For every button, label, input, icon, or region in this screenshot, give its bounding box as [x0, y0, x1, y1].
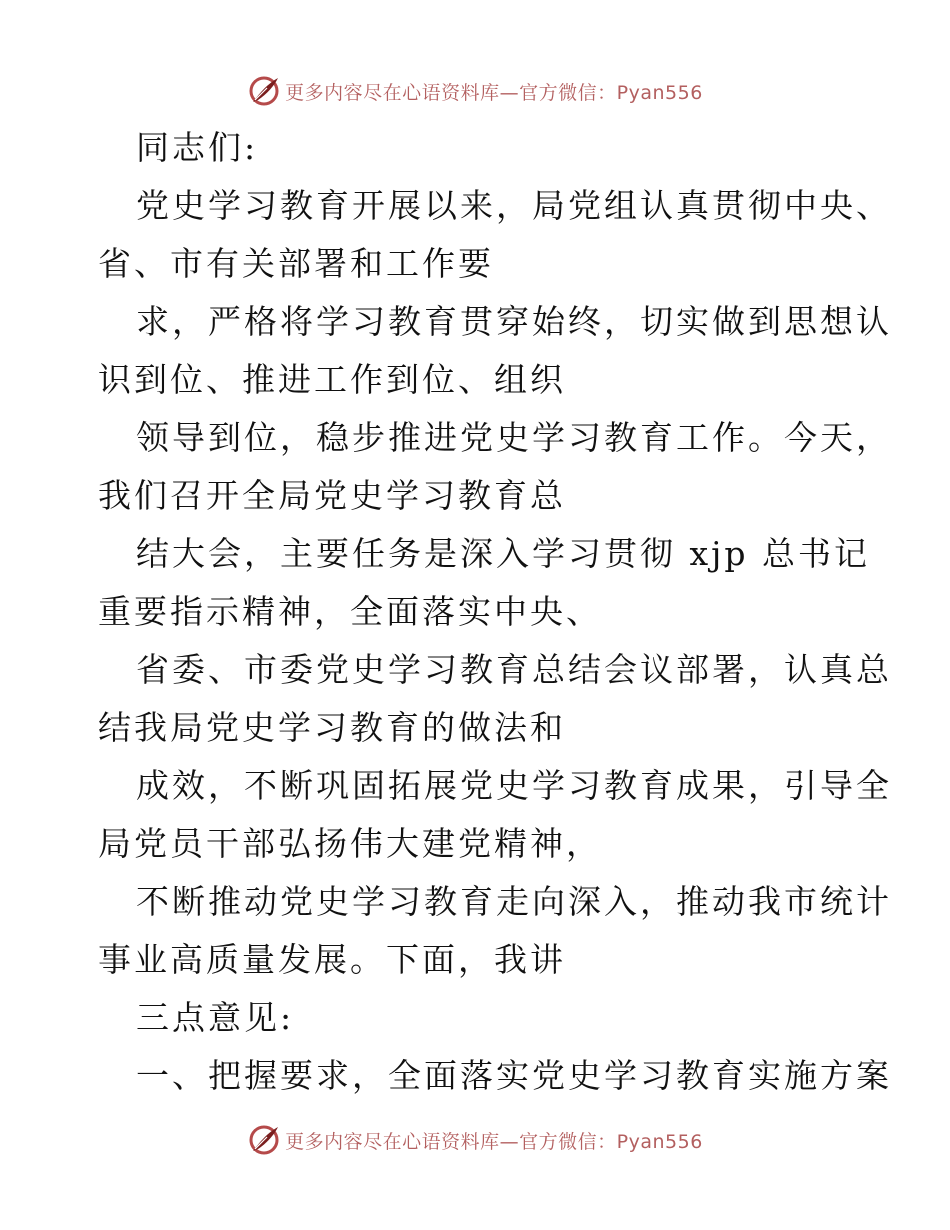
text-line: 局党员干部弘扬伟大建党精神，: [98, 824, 602, 863]
text-line: 重要指示精神，全面落实中央、: [98, 592, 602, 631]
text-line: 党史学习教育开展以来，局党组认真贯彻中央、: [136, 186, 892, 225]
text-line: 我们召开全局党史学习教育总: [98, 476, 566, 515]
text-line: 同志们:: [136, 128, 259, 167]
text-line: 省委、市委党史学习教育总结会议部署，认真总: [136, 650, 892, 689]
footer-watermark: [0, 1120, 950, 1160]
text-line: 结我局党史学习教育的做法和: [98, 708, 566, 747]
watermark-text: 更多内容尽在心语资料库—官方微信：Pyan556: [285, 1130, 703, 1153]
text-line: 求，严格将学习教育贯穿始终，切实做到思想认: [136, 302, 892, 341]
text-line: 不断推动党史学习教育走向深入，推动我市统计: [136, 882, 892, 921]
text-line: 省、市有关部署和工作要: [98, 244, 494, 283]
header-watermark: [0, 71, 950, 111]
quill-logo-icon: [247, 74, 281, 108]
text-line: 识到位、推进工作到位、组织: [98, 360, 566, 399]
text-line: 结大会，主要任务是深入学习贯彻 xjp 总书记: [136, 534, 870, 573]
text-line: 领导到位，稳步推进党史学习教育工作。今天，: [136, 418, 892, 457]
text-line: 三点意见:: [136, 998, 295, 1037]
text-line: 事业高质量发展。下面，我讲: [98, 940, 566, 979]
text-line: 一、把握要求，全面落实党史学习教育实施方案: [136, 1056, 892, 1095]
text-line: 成效，不断巩固拓展党史学习教育成果，引导全: [136, 766, 892, 805]
watermark-text: 更多内容尽在心语资料库—官方微信：Pyan556: [285, 81, 703, 104]
quill-logo-icon: [247, 1123, 281, 1157]
